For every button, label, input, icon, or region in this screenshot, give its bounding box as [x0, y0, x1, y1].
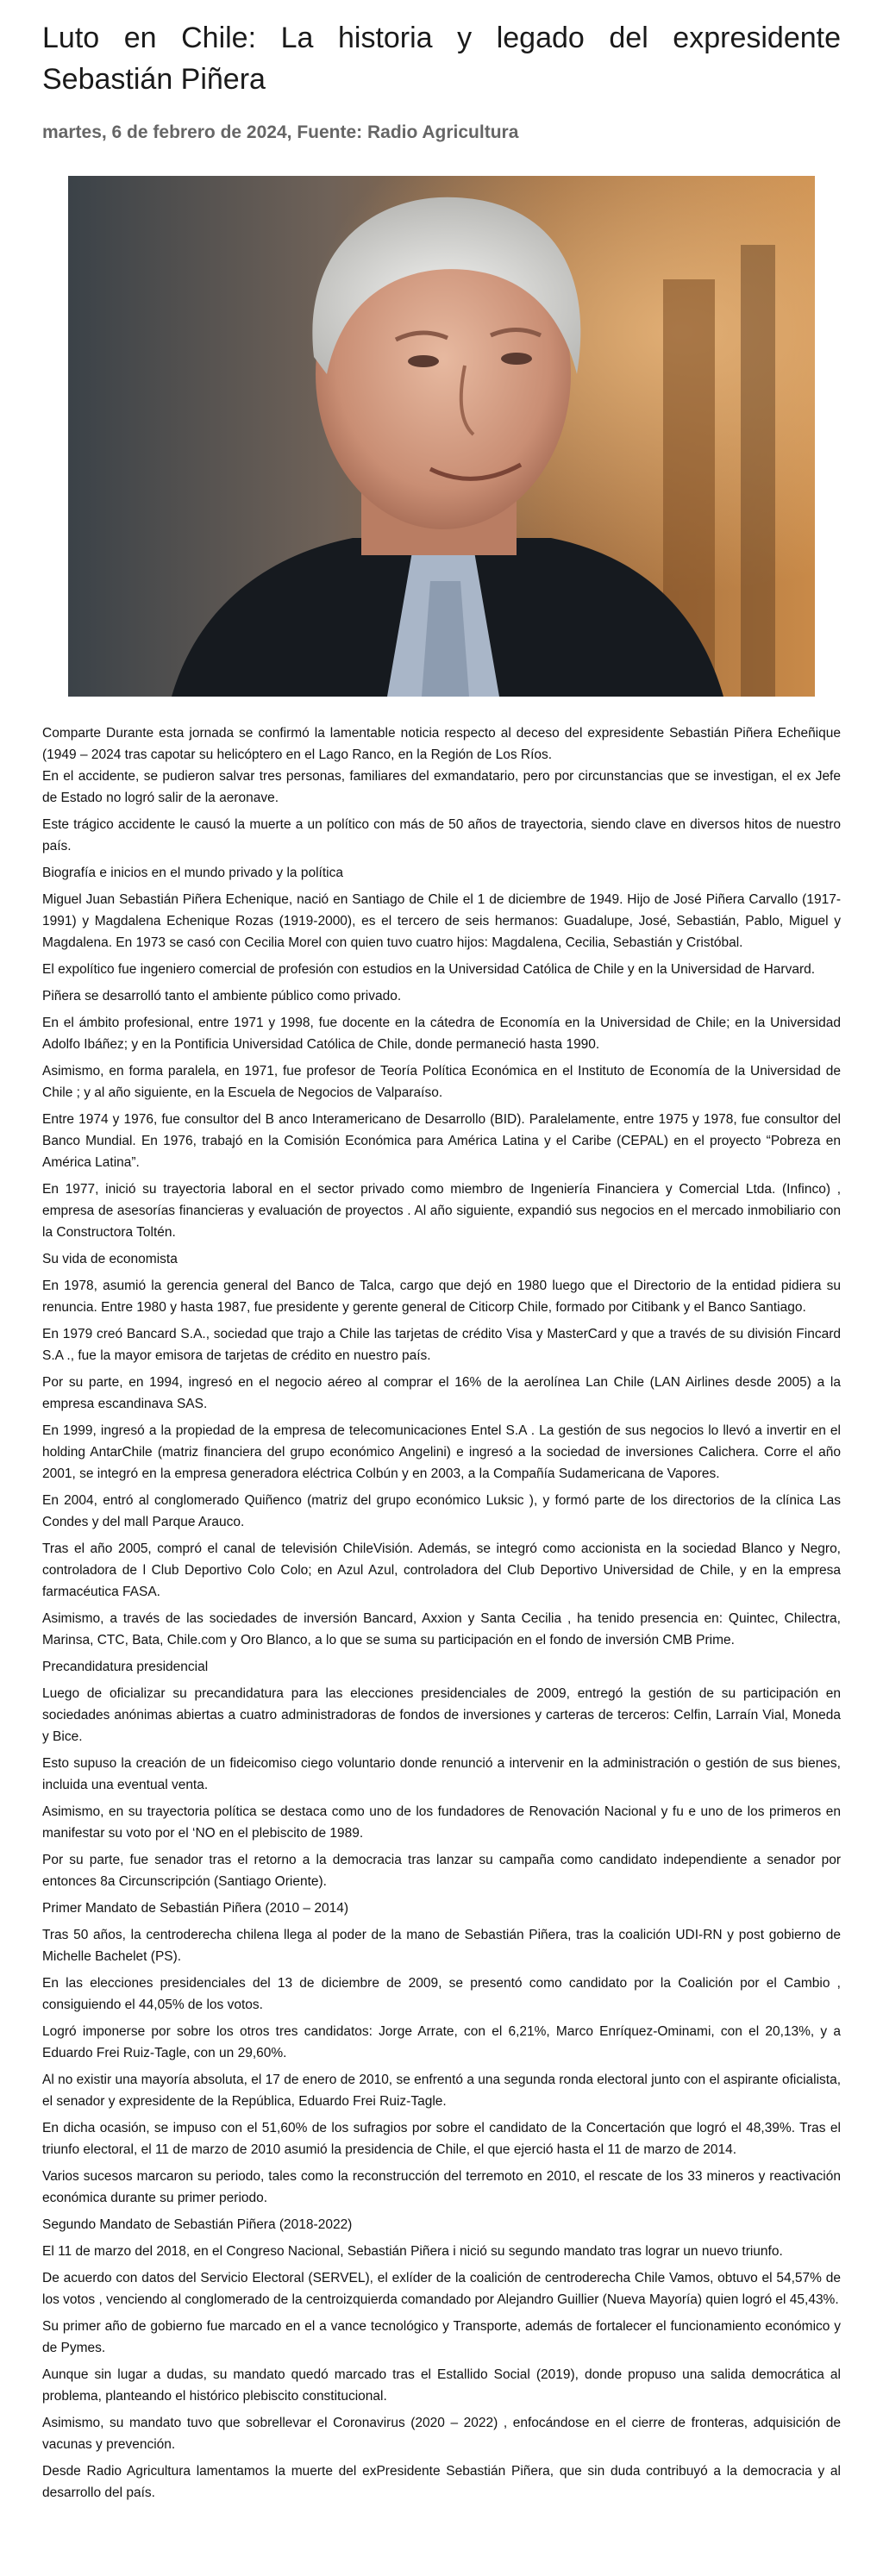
article-paragraph: Luego de oficializar su precandidatura para las elecciones presidenciales de 2009, entregó la gestión de su participación en sociedades anónimas abiertas a cuatro administradoras de fondos de inversiones y carteras de terceros: Celfin, Larraín Vial, Moneda y Bice.: [42, 1686, 841, 1744]
article-paragraph: En 1977, inició su trayectoria laboral en el sector privado como miembro de Ingeniería Financiera y Comercial Ltda. (Infinco) , empresa de asesorías financieras y evaluación de proyectos . Al año siguiente, expandió sus negocios en el mercado inmobiliario con la Constructora Toltén.: [42, 1182, 841, 1240]
section-heading: Biografía e inicios en el mundo privado y la política: [42, 866, 343, 880]
article-paragraph: Asimismo, en forma paralela, en 1971, fue profesor de Teoría Política Económica en el Instituto de Economía de la Universidad de Chile ; y al año siguiente, en la Escuela de Negocios de Valparaíso.: [42, 1064, 841, 1100]
article-paragraph: Este trágico accidente le causó la muerte a un político con más de 50 años de trayectoria, siendo clave en diversos hitos de nuestro país.: [42, 817, 841, 853]
article-paragraph: Asimismo, en su trayectoria política se destaca como uno de los fundadores de Renovación Nacional y fu e uno de los primeros en manifestar su voto por el ‘NO en el plebiscito de 1989.: [42, 1804, 841, 1841]
article-paragraph: Tras el año 2005, compró el canal de televisión ChileVisión. Además, se integró como accionista en la sociedad Blanco y Negro, controladora de l Club Deportivo Colo Colo; en Azul Azul, controladora del Club Deportivo Universidad de Chile, y en la empresa farmacéutica FASA.: [42, 1541, 841, 1599]
article-paragraph: El expolítico fue ingeniero comercial de profesión con estudios en la Universidad Católica de Chile y en la Universidad de Harvard.: [42, 962, 816, 977]
article-paragraph: En el ámbito profesional, entre 1971 y 1998, fue docente en la cátedra de Economía en la Universidad de Chile; en la Universidad Adolfo Ibáñez; y en la Pontificia Universidad Católica de Chile, donde permaneció hasta 1990.: [42, 1016, 841, 1052]
article-paragraph: Asimismo, a través de las sociedades de inversión Bancard, Axxion y Santa Cecilia , ha tenido presencia en: Quintec, Chilectra, Marinsa, CTC, Bata, Chile.com y Oro Blanco, a lo que se suma su participación en el fondo de inversión CMB Prime.: [42, 1611, 841, 1648]
article-paragraph: Varios sucesos marcaron su periodo, tales como la reconstrucción del terremoto en 2010, el rescate de los 33 mineros y reactivación económica durante su primer periodo.: [42, 2169, 841, 2205]
section-heading: Su vida de economista: [42, 1252, 178, 1266]
article-paragraph: En las elecciones presidenciales del 13 de diciembre de 2009, se presentó como candidato por la Coalición por el Cambio , consiguiendo el 44,05% de los votos.: [42, 1976, 841, 2012]
article-paragraph: Comparte Durante esta jornada se confirmó la lamentable noticia respecto al deceso del expresidente Sebastián Piñera Echeñique (1949 – 2024 tras capotar su helicóptero en el Lago Ranco, en la Región de Los Ríos. En el accidente, se pudieron salvar tres personas, familiares del exmandatario, pero por circunstancias que se investigan, el ex Jefe de Estado no logró salir de la aeronave.: [42, 726, 841, 805]
article-paragraph: Tras 50 años, la centroderecha chilena llega al poder de la mano de Sebastián Piñera, tras la coalición UDI-RN y post gobierno de Michelle Bachelet (PS).: [42, 1928, 841, 1964]
article-paragraph: En 1999, ingresó a la propiedad de la empresa de telecomunicaciones Entel S.A . La gestión de sus negocios lo llevó a invertir en el holding AntarChile (matriz financiera del grupo económico Angelini) e ingresó a la sociedad de inversiones Calichera. Corre el año 2001, se integró en la empresa generadora eléctrica Colbún y en 2003, a la Compañía Sudamericana de Vapores.: [42, 1423, 841, 1481]
article-date-source: martes, 6 de febrero de 2024, Fuente: Radio Agricultura: [42, 122, 519, 142]
article-paragraph: Desde Radio Agricultura lamentamos la muerte del exPresidente Sebastián Piñera, que sin duda contribuyó a la democracia y al desarrollo del país.: [42, 2464, 841, 2500]
article-paragraph: Por su parte, fue senador tras el retorno a la democracia tras lanzar su campaña como candidato independiente a senador por entonces 8a Circunscripción (Santiago Oriente).: [42, 1853, 841, 1889]
article-paragraph: Entre 1974 y 1976, fue consultor del B anco Interamericano de Desarrollo (BID). Paralelamente, entre 1975 y 1978, fue consultor del Banco Mundial. En 1976, trabajó en la Comisión Económica para América Latina y el Caribe (CEPAL) en el proyecto “Pobreza en América Latina”.: [42, 1112, 841, 1170]
article-paragraph: Por su parte, en 1994, ingresó en el negocio aéreo al comprar el 16% de la aerolínea Lan Chile (LAN Airlines desde 2005) a la empresa escandinava SAS.: [42, 1375, 841, 1411]
article-paragraph: Al no existir una mayoría absoluta, el 17 de enero de 2010, se enfrentó a una segunda ronda electoral junto con el aspirante oficialista, el senador y expresidente de la República, Eduardo Frei Ruiz-Tagle.: [42, 2073, 841, 2109]
article-paragraph: Piñera se desarrolló tanto el ambiente público como privado.: [42, 989, 402, 1004]
article-paragraph: Asimismo, su mandato tuvo que sobrellevar el Coronavirus (2020 – 2022) , enfocándose en el cierre de fronteras, adquisición de vacunas y prevención.: [42, 2416, 841, 2452]
article-body: [42, 722, 841, 2504]
article-title: Luto en Chile: La historia y legado del expresidente Sebastián Piñera: [42, 22, 841, 96]
article: [42, 0, 841, 2504]
section-heading: Precandidatura presidencial: [42, 1660, 209, 1674]
section-heading: Segundo Mandato de Sebastián Piñera (2018-2022): [42, 2217, 353, 2232]
article-paragraph: En dicha ocasión, se impuso con el 51,60% de los sufragios por sobre el candidato de la Concertación que logró el 48,39%. Tras el triunfo electoral, el 11 de marzo de 2010 asumió la presidencia de Chile, el que ejerció hasta el 11 de marzo de 2014.: [42, 2121, 841, 2157]
article-paragraph: Su primer año de gobierno fue marcado en el a vance tecnológico y Transporte, además de fortalecer el funcionamiento económico y de Pymes.: [42, 2319, 841, 2355]
article-paragraph: Esto supuso la creación de un fideicomiso ciego voluntario donde renunció a intervenir en la administración o gestión de sus bienes, incluida una eventual venta.: [42, 1756, 841, 1792]
article-paragraph: En 2004, entró al conglomerado Quiñenco (matriz del grupo económico Luksic ), y formó parte de los directorios de la clínica Las Condes y del mall Parque Arauco.: [42, 1493, 841, 1529]
article-photo: [68, 176, 815, 697]
article-paragraph: De acuerdo con datos del Servicio Electoral (SERVEL), el exlíder de la coalición de centroderecha Chile Vamos, obtuvo el 54,57% de los votos , venciendo al conglomerado de la centroizquierda comandado por Alejandro Guillier (Nueva Mayoría) quien logró el 45,43%.: [42, 2271, 841, 2307]
article-paragraph: En 1979 creó Bancard S.A., sociedad que trajo a Chile las tarjetas de crédito Visa y MasterCard y que a través de su división Fincard S.A ., fue la mayor emisora de tarjetas de crédito en nuestro país.: [42, 1327, 841, 1363]
article-paragraph: En 1978, asumió la gerencia general del Banco de Talca, cargo que dejó en 1980 luego que el Directorio de la entidad pidiera su renuncia. Entre 1980 y hasta 1987, fue presidente y gerente general de Citicorp Chile, formado por Citibank y el Banco Santiago.: [42, 1279, 841, 1315]
article-paragraph: El 11 de marzo del 2018, en el Congreso Nacional, Sebastián Piñera i nició su segundo mandato tras lograr un nuevo triunfo.: [42, 2244, 783, 2259]
article-paragraph: Logró imponerse por sobre los otros tres candidatos: Jorge Arrate, con el 6,21%, Marco Enríquez-Ominami, con el 20,13%, y a Eduardo Frei Ruiz-Tagle, con un 29,60%.: [42, 2024, 841, 2060]
section-heading: Primer Mandato de Sebastián Piñera (2010 – 2014): [42, 1901, 348, 1916]
article-paragraph: Aunque sin lugar a dudas, su mandato quedó marcado tras el Estallido Social (2019), donde propuso una salida democrática al problema, planteando el histórico plebiscito constitucional.: [42, 2367, 841, 2404]
article-paragraph: Miguel Juan Sebastián Piñera Echenique, nació en Santiago de Chile el 1 de diciembre de 1949. Hijo de José Piñera Carvallo (1917-1991) y Magdalena Echenique Rozas (1919-2000), es el tercero de seis hermanos: Guadalupe, José, Sebastián, Pablo, Miguel y Magdalena. En 1973 se casó con Cecilia Morel con quien tuvo cuatro hijos: Magdalena, Cecilia, Sebastián y Cristóbal.: [42, 892, 841, 950]
